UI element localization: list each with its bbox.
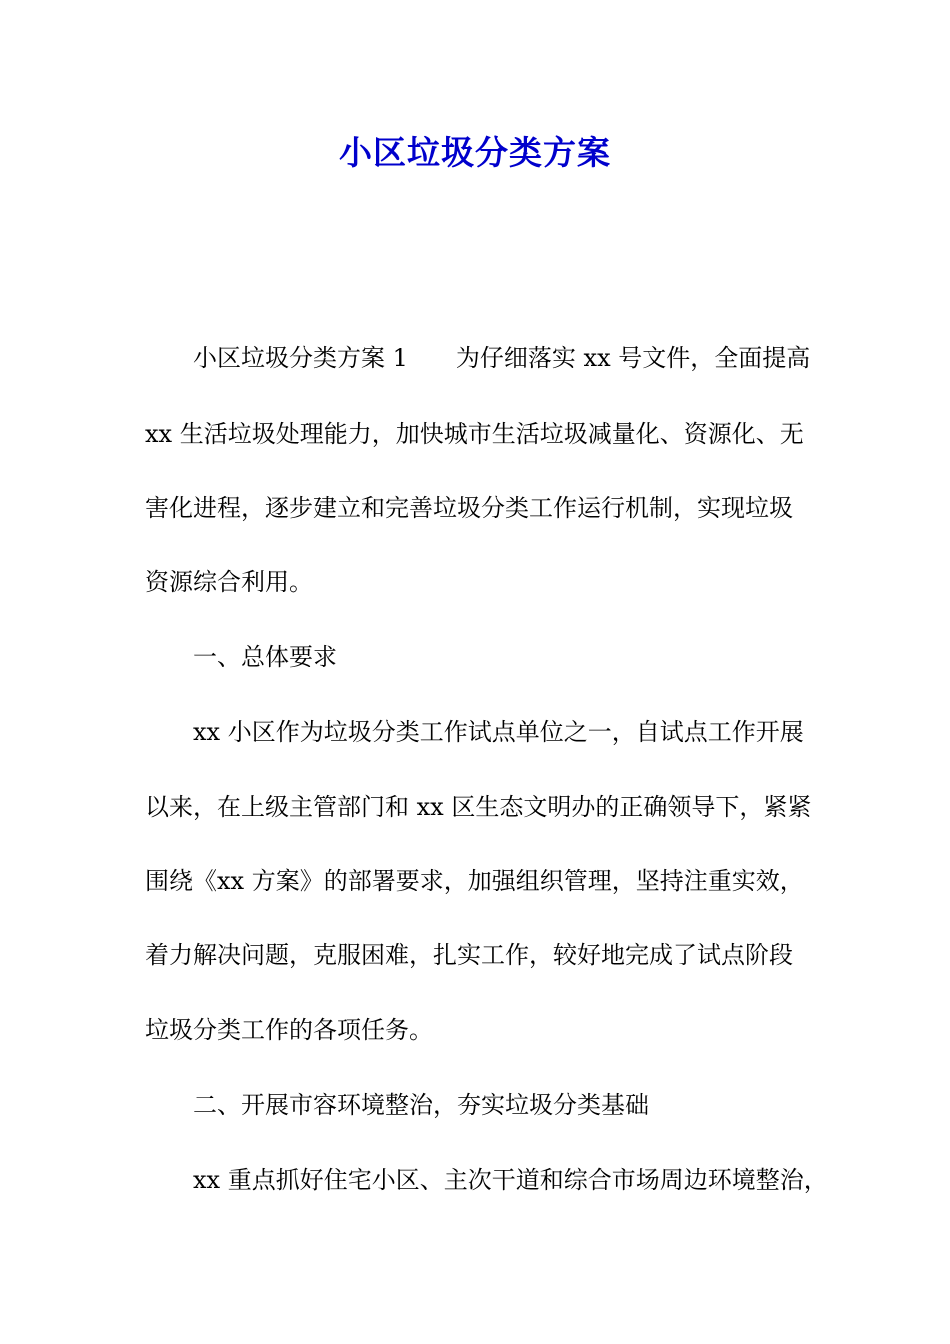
document-title: 小区垃圾分类方案 (339, 133, 611, 172)
paragraph-line: 围绕《xx 方案》的部署要求，加强组织管理，坚持注重实效， (145, 867, 804, 895)
paragraph-text: 为仔细落实 xx 号文件，全面提高 (455, 344, 811, 372)
paragraph-line: xx 生活垃圾处理能力，加快城市生活垃圾减量化、资源化、无 (145, 420, 804, 448)
section-heading: 一、总体要求 (193, 643, 337, 671)
paragraph-line: 以来，在上级主管部门和 xx 区生态文明办的正确领导下，紧紧 (145, 793, 812, 821)
paragraph-line: xx 小区作为垃圾分类工作试点单位之一，自试点工作开展 (193, 718, 804, 746)
paragraph-line: 垃圾分类工作的各项任务。 (145, 1016, 433, 1044)
plan-heading: 小区垃圾分类方案 1 (193, 344, 408, 372)
paragraph-line (193, 338, 815, 378)
paragraph-line: xx 重点抓好住宅小区、主次干道和综合市场周边环境整治， (193, 1166, 828, 1194)
paragraph-line: 害化进程，逐步建立和完善垃圾分类工作运行机制，实现垃圾 (145, 494, 793, 522)
paragraph-line: 着力解决问题，克服困难，扎实工作，较好地完成了试点阶段 (145, 941, 793, 969)
section-heading: 二、开展市容环境整治，夯实垃圾分类基础 (193, 1091, 649, 1119)
paragraph-line: 资源综合利用。 (145, 568, 313, 596)
